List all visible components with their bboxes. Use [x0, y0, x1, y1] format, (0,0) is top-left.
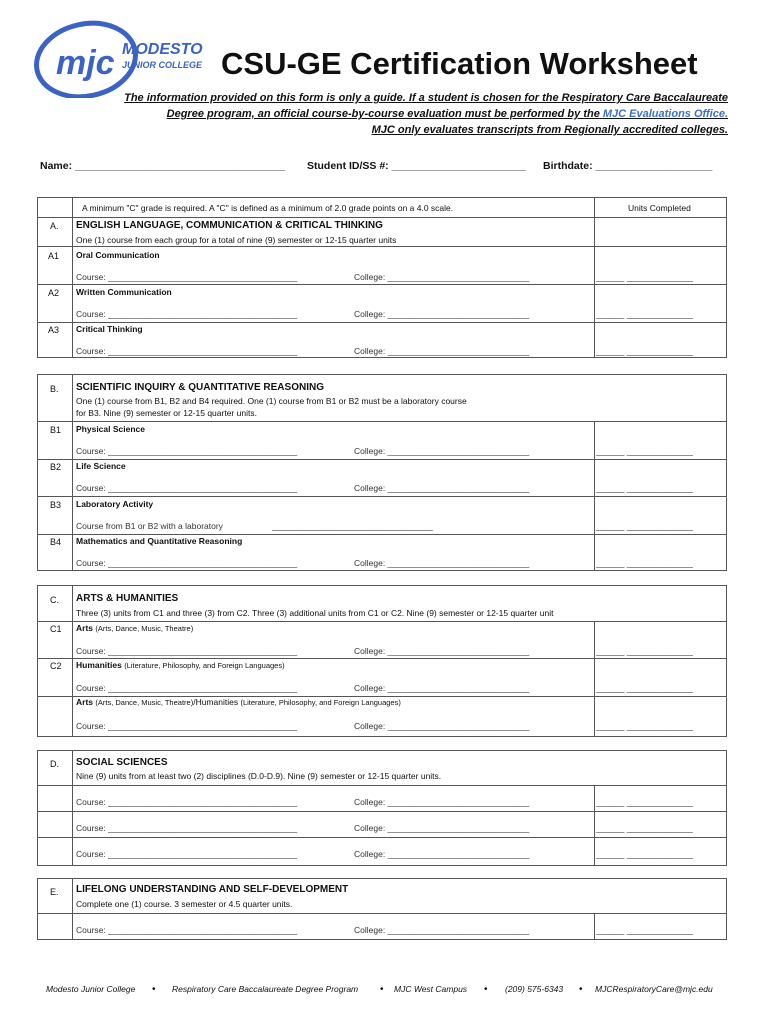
footer-program: Respiratory Care Baccalaureate Degree Program	[172, 984, 359, 994]
c1-course[interactable]: Course: ________________________________________	[76, 646, 298, 656]
c1-name-sub: (Arts, Dance, Music, Theatre)	[95, 624, 194, 633]
logo-line1: MODESTO	[122, 41, 203, 58]
a1-college[interactable]: College: ______________________________	[354, 272, 530, 282]
a2-college[interactable]: College: ______________________________	[354, 309, 530, 319]
c2-name-label: Humanities	[76, 660, 122, 670]
notice-line-1: The information provided on this form is only a guide. If a student is chosen for the Respiratory Care Baccalaureate	[124, 92, 728, 104]
footer-email[interactable]: MJCRespiratoryCare@mjc.edu	[595, 984, 713, 994]
footer-bullet-1: •	[152, 984, 156, 995]
b4-college[interactable]: College: ______________________________	[354, 558, 530, 568]
b4-course[interactable]: Course: ________________________________________	[76, 558, 298, 568]
b2-name: Life Science	[76, 461, 126, 471]
d-course-2[interactable]: Course: ________________________________________	[76, 823, 298, 833]
notice-line-2	[167, 108, 728, 120]
c1-name	[76, 623, 193, 633]
c1-code: C1	[50, 624, 62, 634]
footer-phone: (209) 575-6343	[505, 984, 564, 994]
section-b-desc-1: One (1) course from B1, B2 and B4 required. One (1) course from B1 or B2 must be a laboratory course	[76, 396, 467, 406]
a2-units[interactable]: ______ ______________	[596, 309, 693, 319]
section-a-title: ENGLISH LANGUAGE, COMMUNICATION & CRITICAL THINKING	[76, 220, 383, 231]
c1-college[interactable]: College: ______________________________	[354, 646, 530, 656]
logo-mark: mjc	[56, 44, 115, 82]
c1-name-label: Arts	[76, 623, 94, 633]
college-logo	[34, 18, 214, 98]
footer-bullet-4: •	[579, 984, 583, 995]
footer-bullet-2: •	[380, 984, 384, 995]
section-c-desc: Three (3) units from C1 and three (3) from C2. Three (3) additional units from C1 or C2. Nine (9) semester or 12-15 quarter unit	[76, 608, 554, 618]
b2-course[interactable]: Course: ________________________________________	[76, 483, 298, 493]
c1-units[interactable]: ______ ______________	[596, 646, 693, 656]
b3-units[interactable]: ______ ______________	[596, 521, 693, 531]
e-college[interactable]: College: ______________________________	[354, 925, 530, 935]
b4-units[interactable]: ______ ______________	[596, 558, 693, 568]
section-b-letter: B.	[50, 384, 59, 394]
student-id-field[interactable]: Student ID/SS #: _______________________	[307, 160, 526, 172]
section-e-box	[37, 878, 727, 940]
footer-campus: MJC West Campus	[394, 984, 468, 994]
birthdate-field[interactable]: Birthdate: ____________________	[543, 160, 713, 172]
a3-name: Critical Thinking	[76, 324, 143, 334]
d-units-3[interactable]: ______ ______________	[596, 849, 693, 859]
c-extra-sub: (Arts, Dance, Music, Theatre)	[95, 698, 194, 707]
a3-code: A3	[48, 325, 60, 335]
b1-code: B1	[50, 425, 62, 435]
section-d-letter: D.	[50, 759, 59, 769]
a1-units[interactable]: ______ ______________	[596, 272, 693, 282]
a3-course[interactable]: Course: ________________________________________	[76, 346, 298, 356]
section-a-desc: One (1) course from each group for a total of nine (9) semester or 12-15 quarter units	[76, 235, 397, 245]
c2-code: C2	[50, 661, 62, 671]
page-title: CSU-GE Certification Worksheet	[221, 46, 698, 81]
d-college-3[interactable]: College: ______________________________	[354, 849, 530, 859]
b1-units[interactable]: ______ ______________	[596, 446, 693, 456]
b1-course[interactable]: Course: ________________________________________	[76, 446, 298, 456]
section-c-title: ARTS & HUMANITIES	[76, 593, 179, 604]
section-e-letter: E.	[50, 887, 59, 897]
section-c-box	[37, 585, 727, 737]
a1-code: A1	[48, 251, 60, 261]
c-extra-label: Arts	[76, 697, 94, 707]
a1-name: Oral Communication	[76, 250, 160, 260]
footer-college: Modesto Junior College	[46, 984, 136, 994]
section-b-title: SCIENTIFIC INQUIRY & QUANTITATIVE REASONING	[76, 382, 324, 393]
b3-name: Laboratory Activity	[76, 499, 154, 509]
b2-code: B2	[50, 462, 62, 472]
section-a-letter: A.	[50, 221, 59, 231]
c-extra-name	[76, 697, 401, 707]
c2-name	[76, 660, 285, 670]
evaluations-office-link[interactable]: MJC Evaluations Office.	[602, 108, 728, 120]
b2-units[interactable]: ______ ______________	[596, 483, 693, 493]
d-college-2[interactable]: College: ______________________________	[354, 823, 530, 833]
name-field[interactable]: Name: ____________________________________	[40, 160, 286, 172]
c-extra-units[interactable]: ______ ______________	[596, 721, 693, 731]
a2-name: Written Communication	[76, 287, 172, 297]
b3-code: B3	[50, 500, 62, 510]
d-units-1[interactable]: ______ ______________	[596, 797, 693, 807]
c-extra-sub2: (Literature, Philosophy, and Foreign Languages)	[240, 698, 401, 707]
a3-college[interactable]: College: ______________________________	[354, 346, 530, 356]
a1-course[interactable]: Course: ________________________________________	[76, 272, 298, 282]
d-course-3[interactable]: Course: ________________________________________	[76, 849, 298, 859]
grade-requirement: A minimum "C" grade is required. A "C" is defined as a minimum of 2.0 grade points on a 4.0 scale.	[82, 203, 454, 213]
b1-name: Physical Science	[76, 424, 145, 434]
section-a-box	[37, 197, 727, 358]
units-completed-header: Units Completed	[628, 203, 691, 213]
logo-line2: JUNIOR COLLEGE	[122, 60, 203, 70]
c-extra-mid: /Humanities	[193, 697, 239, 707]
section-d-desc: Nine (9) units from at least two (2) disciplines (D.0-D.9). Nine (9) semester or 12-15 quarter units.	[76, 771, 442, 781]
c2-units[interactable]: ______ ______________	[596, 683, 693, 693]
section-b-desc-2: for B3. Nine (9) semester or 12-15 quarter units.	[76, 408, 257, 418]
notice-line-3: MJC only evaluates transcripts from Regionally accredited colleges.	[371, 124, 728, 136]
section-d-box	[37, 750, 727, 866]
b4-name: Mathematics and Quantitative Reasoning	[76, 536, 243, 546]
e-units[interactable]: ______ ______________	[596, 925, 693, 935]
a2-code: A2	[48, 288, 60, 298]
b1-college[interactable]: College: ______________________________	[354, 446, 530, 456]
section-b-box	[37, 374, 727, 571]
section-e-desc: Complete one (1) course. 3 semester or 4.5 quarter units.	[76, 899, 293, 909]
c-extra-course[interactable]: Course: ________________________________________	[76, 721, 298, 731]
notice-line-2-text: Degree program, an official course-by-course evaluation must be performed by the	[166, 108, 600, 120]
section-e-title: LIFELONG UNDERSTANDING AND SELF-DEVELOPMENT	[76, 884, 349, 895]
c2-college[interactable]: College: ______________________________	[354, 683, 530, 693]
section-d-title: SOCIAL SCIENCES	[76, 757, 168, 768]
footer-bullet-3: •	[484, 984, 488, 995]
d-course-1[interactable]: Course: ________________________________________	[76, 797, 298, 807]
d-units-2[interactable]: ______ ______________	[596, 823, 693, 833]
c2-name-sub: (Literature, Philosophy, and Foreign Languages)	[124, 661, 285, 670]
b3-lab-blank[interactable]: __________________________________	[272, 521, 433, 531]
a3-units[interactable]: ______ ______________	[596, 346, 693, 356]
c2-course[interactable]: Course: ________________________________________	[76, 683, 298, 693]
a2-course[interactable]: Course: ________________________________________	[76, 309, 298, 319]
c-extra-college[interactable]: College: ______________________________	[354, 721, 530, 731]
b2-college[interactable]: College: ______________________________	[354, 483, 530, 493]
section-c-letter: C.	[50, 595, 59, 605]
b4-code: B4	[50, 537, 62, 547]
b3-lab-course: Course from B1 or B2 with a laboratory	[76, 521, 223, 531]
d-college-1[interactable]: College: ______________________________	[354, 797, 530, 807]
e-course[interactable]: Course: ________________________________________	[76, 925, 298, 935]
